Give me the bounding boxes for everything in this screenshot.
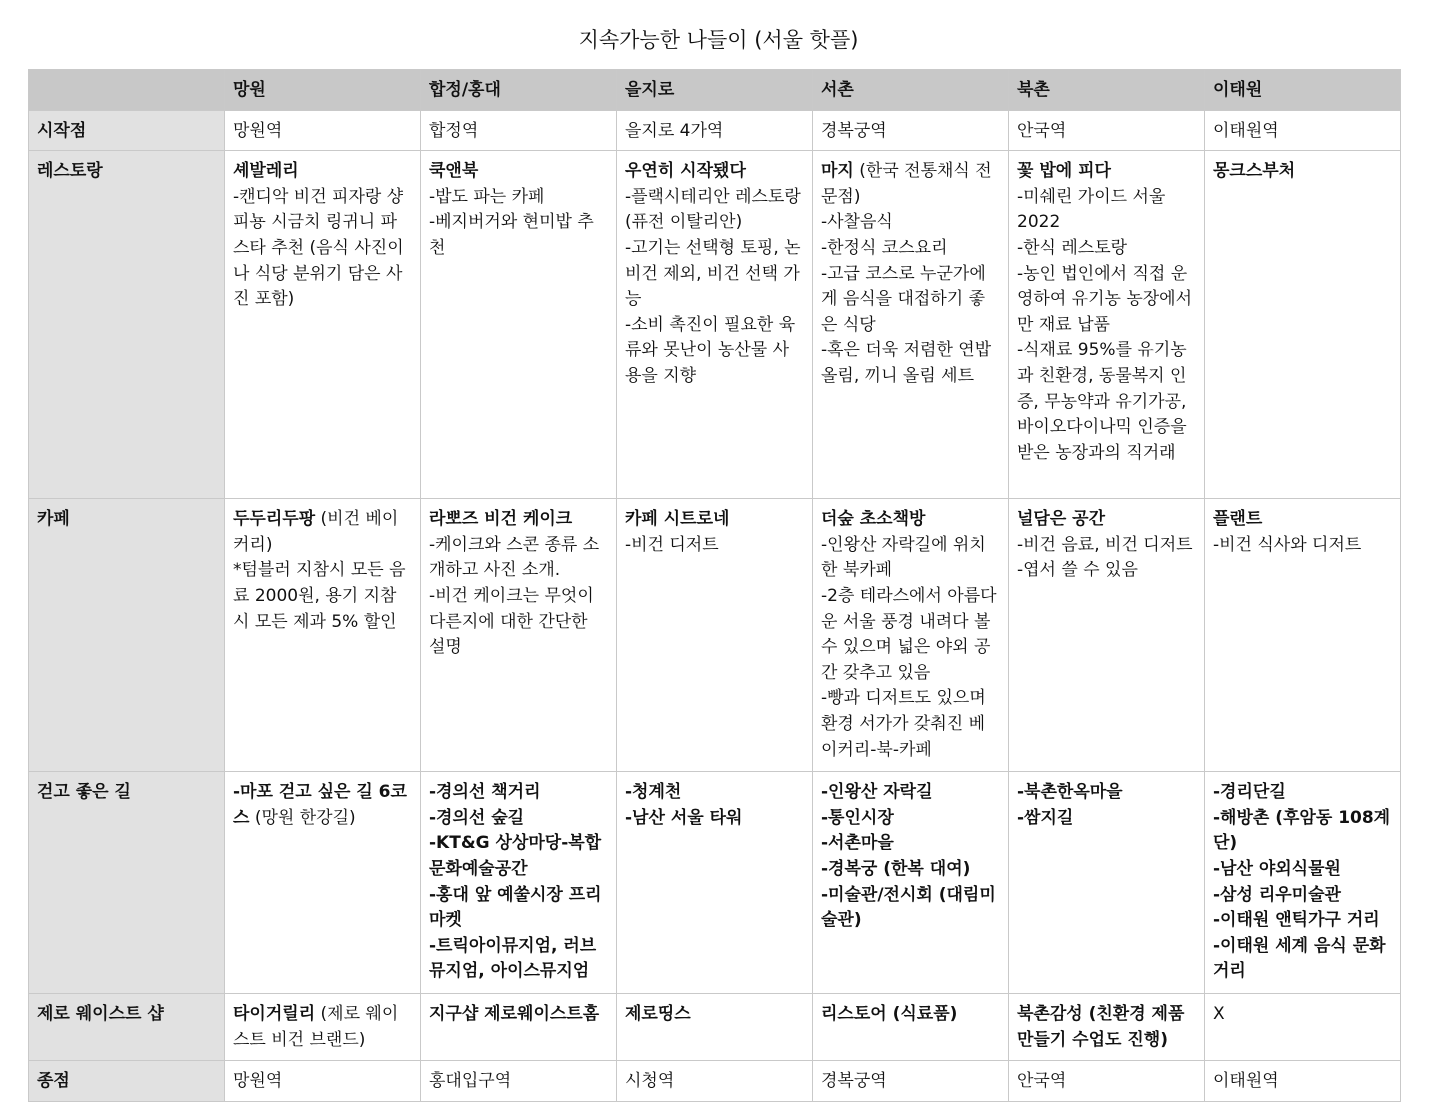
cell-line: 리스토어 (식료품) <box>821 1004 958 1025</box>
table-cell <box>225 151 421 499</box>
table-cell <box>225 772 421 994</box>
cell-line: -엽서 쓸 수 있음 <box>1017 560 1138 581</box>
cell-line: -비건 식사와 디저트 <box>1213 534 1362 555</box>
table-row <box>29 499 1401 772</box>
cell-line: -케이크와 스콘 종류 소개하고 사진 소개. <box>429 534 600 581</box>
cell-line: -미쉐린 가이드 서울 2022 <box>1017 186 1166 233</box>
cell-line: 라뽀즈 비건 케이크 <box>429 509 573 530</box>
cell-line: -트릭아이뮤지엄, 러브뮤지엄, 아이스뮤지엄 <box>429 935 597 982</box>
cell-line: -혹은 더욱 저렴한 연밥 올림, 끼니 올림 세트 <box>821 340 992 386</box>
cell-line: 북촌감성 (친환경 제품 만들기 수업도 진행) <box>1017 1004 1185 1050</box>
cell-line: -통인시장 <box>821 807 894 828</box>
cell-line: 합정역 <box>429 120 479 141</box>
cell-line: -미술관/전시회 (대림미술관) <box>821 884 996 931</box>
row-label: 제로 웨이스트 샵 <box>29 994 225 1061</box>
cell-line: *텀블러 지참시 모든 음료 2000원, 용기 지참시 모든 제과 5% 할인 <box>233 560 406 632</box>
cell-line: -남산 야외식물원 <box>1213 858 1341 879</box>
header-cell-mangwon: 망원 <box>225 70 421 111</box>
cell-line: -이태원 세계 음식 문화거리 <box>1213 935 1386 982</box>
cell-line: -농인 법인에서 직접 운영하여 유기농 농장에서만 재료 납품 <box>1017 263 1193 335</box>
row-label: 종점 <box>29 1061 225 1102</box>
table-cell <box>1205 1061 1401 1102</box>
cell-line: 이태원역 <box>1213 120 1279 141</box>
cell-line: -베지버거와 현미밥 추천 <box>429 212 594 258</box>
table-cell <box>813 151 1009 499</box>
cell-line: -비건 디저트 <box>625 534 719 555</box>
cell-line: -KT&G 상상마당-복합 문화예술공간 <box>429 833 602 879</box>
table-cell <box>617 499 813 772</box>
table-cell <box>421 499 617 772</box>
table-cell <box>1205 110 1401 151</box>
cell-line: 두두리두팡 (비건 베이커리) <box>233 509 399 555</box>
table-cell <box>225 1061 421 1102</box>
cell-line: 망원역 <box>233 120 283 141</box>
header-row <box>29 70 1401 111</box>
cell-line: -한식 레스토랑 <box>1017 237 1128 258</box>
cell-line: -삼성 리우미술관 <box>1213 884 1341 905</box>
cell-line: -한정식 코스요리 <box>821 237 948 258</box>
cell-line: -해방촌 (후암동 108계단) <box>1213 807 1391 854</box>
row-label: 시작점 <box>29 110 225 151</box>
header-cell-euljiro: 을지로 <box>617 70 813 111</box>
table-cell <box>617 772 813 994</box>
cell-line: -서촌마을 <box>821 833 894 854</box>
table-cell <box>617 1061 813 1102</box>
cell-line: 제로띵스 <box>625 1004 691 1025</box>
header-cell-seochon: 서촌 <box>813 70 1009 111</box>
cell-line: 지구샵 제로웨이스트홈 <box>429 1004 600 1025</box>
table-cell <box>1009 772 1205 994</box>
cell-line: 몽크스부처 <box>1213 161 1296 182</box>
cell-line: 을지로 4가역 <box>625 120 724 141</box>
header-cell-itaewon: 이태원 <box>1205 70 1401 111</box>
cell-line: -비건 음료, 비건 디저트 <box>1017 534 1193 555</box>
cell-line: -사찰음식 <box>821 212 893 233</box>
cell-line: -고기는 선택형 토핑, 논비건 제외, 비건 선택 가능 <box>625 237 801 310</box>
table-row <box>29 151 1401 499</box>
cell-line: X <box>1213 1004 1225 1025</box>
cell-line: -식재료 95%를 유기농과 친환경, 동물복지 인증, 무농약과 유기가공, 바이오다이나믹 인증을 받은 농장과의 직거래 <box>1017 340 1187 463</box>
table-cell <box>225 110 421 151</box>
cell-line: -비건 케이크는 무엇이 다른지에 대한 간단한 설명 <box>429 585 594 658</box>
cell-line: -쌈지길 <box>1017 807 1074 828</box>
table-cell <box>1205 499 1401 772</box>
table-cell <box>1009 499 1205 772</box>
row-label: 카페 <box>29 499 225 772</box>
table-cell <box>813 1061 1009 1102</box>
cell-line: -플랙시테리안 레스토랑 (퓨전 이탈리안) <box>625 186 801 233</box>
table-cell <box>225 499 421 772</box>
page-title: 지속가능한 나들이 (서울 핫플) <box>578 28 859 52</box>
table-row <box>29 772 1401 994</box>
cell-line: 셰발레리 <box>233 161 299 182</box>
table-cell <box>1009 1061 1205 1102</box>
table-cell <box>813 772 1009 994</box>
cell-line: 더숲 초소책방 <box>821 509 926 530</box>
cell-line: -고급 코스로 누군가에게 음식을 대접하기 좋은 식당 <box>821 263 986 335</box>
cell-line: -북촌한옥마을 <box>1017 782 1123 803</box>
cell-line: -남산 서울 타워 <box>625 807 743 828</box>
table-cell <box>617 110 813 151</box>
cell-line: 안국역 <box>1017 1071 1067 1092</box>
cell-line: -빵과 디저트도 있으며 환경 서가가 갖춰진 베이커리-북-카페 <box>821 688 986 760</box>
cell-line: 안국역 <box>1017 120 1067 141</box>
table-cell <box>1205 151 1401 499</box>
cell-line: 꽃 밥에 피다 <box>1017 161 1111 182</box>
table-cell <box>813 110 1009 151</box>
table-cell <box>1205 994 1401 1061</box>
cell-line: 경복궁역 <box>821 120 887 141</box>
header-cell-hapjeong-hongdae: 합정/홍대 <box>421 70 617 111</box>
cell-line: -이태원 앤틱가구 거리 <box>1213 910 1380 931</box>
cell-line: -소비 촉진이 필요한 육류와 못난이 농산물 사용을 지향 <box>625 314 796 386</box>
cell-line: -2층 테라스에서 아름다운 서울 풍경 내려다 볼 수 있으며 넓은 야외 공간 갖추고 있음 <box>821 585 997 683</box>
cell-line: 타이거릴리 (제로 웨이스트 비건 브랜드) <box>233 1004 399 1050</box>
table-cell <box>225 994 421 1061</box>
cell-line: -밥도 파는 카페 <box>429 186 545 207</box>
cell-line: -캔디악 비건 피자랑 샹피뇽 시금치 링귀니 파스타 추천 (음식 사진이나 식당 분위기 담은 사진 포함) <box>233 186 404 310</box>
table-cell <box>421 772 617 994</box>
cell-line: 마지 (한국 전통채식 전문점) <box>821 161 992 207</box>
cell-line: 시청역 <box>625 1071 675 1092</box>
table-cell <box>813 499 1009 772</box>
row-label: 레스토랑 <box>29 151 225 499</box>
table-cell <box>1009 994 1205 1061</box>
cell-line: 우연히 시작됐다 <box>625 161 746 182</box>
cell-line: -인왕산 자락길에 위치한 북카페 <box>821 534 986 581</box>
table-row <box>29 110 1401 151</box>
cell-line: -경의선 책거리 <box>429 782 541 803</box>
itinerary-table <box>28 69 1401 1102</box>
row-label: 걷고 좋은 길 <box>29 772 225 994</box>
cell-line: -인왕산 자락길 <box>821 782 933 803</box>
cell-line: -마포 걷고 싶은 길 6코스 (망원 한강길) <box>233 782 407 828</box>
cell-line: 망원역 <box>233 1071 283 1092</box>
table-cell <box>1205 772 1401 994</box>
cell-line: 경복궁역 <box>821 1071 887 1092</box>
cell-line: -홍대 앞 예쑬시장 프리마켓 <box>429 884 602 931</box>
table-cell <box>421 151 617 499</box>
cell-line: 플랜트 <box>1213 509 1263 530</box>
table-cell <box>421 1061 617 1102</box>
cell-line: 쿡앤북 <box>429 161 479 182</box>
cell-line: 널담은 공간 <box>1017 509 1106 530</box>
cell-line: -경리단길 <box>1213 782 1286 803</box>
table-cell <box>813 994 1009 1061</box>
cell-line: 홍대입구역 <box>429 1071 512 1092</box>
table-row <box>29 994 1401 1061</box>
cell-line: -경복궁 (한복 대여) <box>821 858 971 879</box>
table-row <box>29 1061 1401 1102</box>
cell-line: 카페 시트로네 <box>625 509 730 530</box>
table-cell <box>1009 110 1205 151</box>
table-cell <box>617 151 813 499</box>
header-cell-bukchon: 북촌 <box>1009 70 1205 111</box>
table-cell <box>421 994 617 1061</box>
cell-line: -경의선 숲길 <box>429 807 525 828</box>
table-cell <box>617 994 813 1061</box>
cell-line: -청계천 <box>625 782 682 803</box>
header-cell-corner <box>29 70 225 111</box>
cell-line: 이태원역 <box>1213 1071 1279 1092</box>
table-cell <box>1009 151 1205 499</box>
table-cell <box>421 110 617 151</box>
